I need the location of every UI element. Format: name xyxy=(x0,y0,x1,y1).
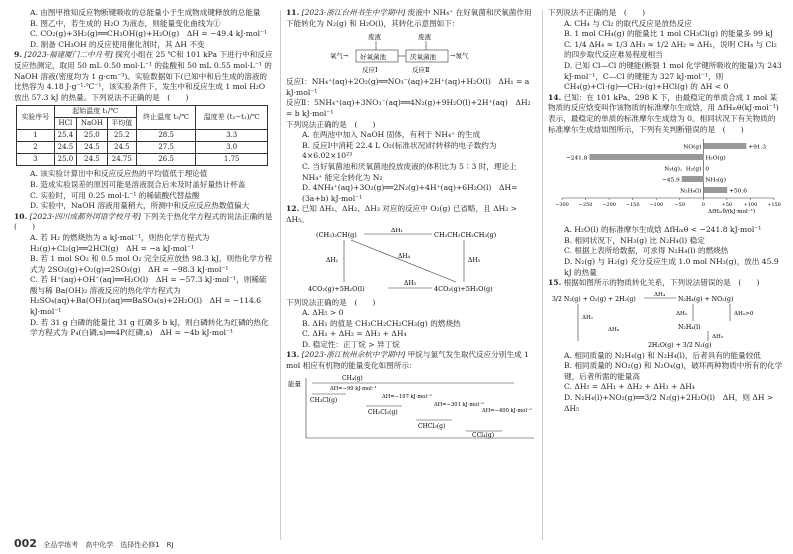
diagram-label: ΔH=−301 kJ·mol⁻¹ xyxy=(434,401,484,408)
diagram-label: ΔH₁ xyxy=(582,314,594,321)
question-13 xyxy=(286,350,536,371)
question-10 xyxy=(14,211,280,233)
diagram-label: 3/2 N₂(g) + O₂(g) + 2H₂(g) xyxy=(552,295,636,303)
table-cell: 1 xyxy=(17,130,55,142)
question-number: 12. xyxy=(286,204,300,214)
x-axis-title: ΔfHₘθ/(kJ·mol⁻¹) xyxy=(708,209,756,216)
diagram-label: ΔH₃ xyxy=(712,333,724,340)
question-ask: 下列说法正确的是 ( ) xyxy=(286,297,376,307)
data-label: −45.9 xyxy=(661,177,680,184)
data-label: +91.3 xyxy=(748,144,767,151)
table-cell: 3.0 xyxy=(196,142,268,154)
diagram-label: CH₃CH₂CH₂CH₃(g) xyxy=(434,230,497,239)
question-number: 14. xyxy=(548,92,562,102)
diagram-label: ΔH=−400 kJ·mol⁻¹ xyxy=(482,407,532,414)
table-cell: 24.5 xyxy=(77,154,108,166)
question-14 xyxy=(548,93,783,135)
option-b: B. ΔH₁ 的值是 CH₃CH₂CH₂CH₃(g) 的燃烧热 xyxy=(302,318,461,328)
bar xyxy=(703,187,727,193)
option-c: C. 实验时，可用 0.25 mol·L⁻¹ 的稀硫酸代替盐酸 xyxy=(30,190,200,200)
data-label: 0 xyxy=(705,166,710,173)
bar xyxy=(703,143,746,149)
data-label: +50.6 xyxy=(729,188,747,195)
bar xyxy=(682,176,704,182)
category-label: N₂(g)、H₂(g) xyxy=(664,166,702,173)
diagram-label: ΔH₅ xyxy=(404,279,416,287)
diagram-label: CH₄(g) xyxy=(342,374,363,382)
x-tick-label: −150 xyxy=(625,202,640,209)
table-row xyxy=(17,142,268,154)
diagram-label: 4CO₂(g)+5H₂O(g) xyxy=(434,284,493,293)
option-a: A. 该实验计算出中和反应反应热的平均值低于理论值 xyxy=(30,169,208,179)
enthalpy-bar-chart xyxy=(548,137,783,223)
axis-label: 能量 xyxy=(288,379,301,388)
table-header: NaOH xyxy=(77,118,108,130)
x-tick-label: −200 xyxy=(602,202,616,209)
page-footer xyxy=(14,539,174,551)
question-ask: 下列说法不正确的是 ( ) xyxy=(548,8,646,17)
question-stem: 探究小组在 25 ℃和 101 kPa 下进行中和反应反应热测定，取用 50 mL 0.50 mol·L⁻¹ 的盐酸和 50 mL 0.55 mol·L⁻¹ 的 NaOH 溶液(密度均为 1 g·cm⁻³)。实验数据如下(已知中和后生成的溶液的比热容为 4.18 J·g⁻¹·℃⁻¹，该实验条件下，发生中和反应生成 1 mol H₂O 放出 57.3 kJ 的热量。下列说法不正确的是 ( ) xyxy=(14,50,273,102)
question-stem: 已知：在 101 kPa、298 K 下，由最稳定的单质合成 1 mol 某物质的反应焓变叫作该物质的标准摩尔生成焓，用 ΔfHₘθ(kJ·mol⁻¹)表示，最稳定的单质的标准摩尔生成焓为 0。相同状况下有关物质的标准摩尔生成焓如图所示，下列有关判断错误的是 ( ) xyxy=(548,92,779,134)
table-cell: 25.0 xyxy=(77,130,108,142)
question-source: [2023·福建厦门二中月考] xyxy=(24,50,113,60)
x-tick-label: +150 xyxy=(767,202,781,209)
arrow xyxy=(351,240,456,282)
diagram-label: 厌氧菌池 xyxy=(410,53,436,62)
option-text: C. CO₂(g)+3H₂(g)══CH₃OH(g)+H₂O(g) ΔH = −49.4 kJ·mol⁻¹ xyxy=(30,29,268,39)
diagram-label: CHCl₃(g) xyxy=(418,422,446,430)
option-a: A. 在两池中加入 NaOH 固体，有利于 NH₄⁺ 的生成 xyxy=(302,130,481,140)
option-d: D. 已知 Cl—Cl 的键能(断裂 1 mol 化学键所吸收的能量)为 243 kJ·mol⁻¹，C—Cl 的键能为 327 kJ·mol⁻¹，则 CH₄(g)+Cl·(g)──CH₃·(g)+HCl(g) 的 ΔH < 0 xyxy=(564,60,782,92)
question-stem: 根据如图所示的物质转化关系，下列说法错误的是 ( ) xyxy=(563,278,760,288)
question-15 xyxy=(548,278,783,289)
table-cell: 24.5 xyxy=(77,142,108,154)
question-stem: 下列关于热化学方程式的说法正确的是 ( ) xyxy=(14,211,280,232)
x-tick-label: −250 xyxy=(578,202,593,209)
diagram-label: 2H₂O(g) + 3/2 N₂(g) xyxy=(648,341,712,349)
question-12 xyxy=(286,204,536,225)
x-tick-label: −300 xyxy=(555,202,569,209)
option-d: D. 若 31 g 白磷的能量比 31 g 红磷多 b kJ，则白磷转化为红磷的热化学方程式为 P₄(白磷,s)══4P(红磷,s) ΔH = −4b kJ·mol⁻¹ xyxy=(30,317,269,338)
option-d: D. 实验中，NaOH 溶液用量稍大，所测中和反应反应热数值偏大 xyxy=(30,201,250,211)
option-b: B. 相同质量的 NO₂(g) 和 N₂O₄(g)，破坏两种物质中所有的化学键，后者所需的能量高 xyxy=(564,361,783,381)
diagram-label: 4CO₂(g)+5H₂O(l) xyxy=(308,284,365,293)
x-tick-label: 0 xyxy=(701,202,705,209)
option-a: A. ΔH₅ > 0 xyxy=(302,308,344,318)
diagram-label: 废液 xyxy=(368,33,381,42)
table-cell: 3 xyxy=(17,154,55,166)
bacteria-pool-diagram xyxy=(286,31,536,75)
diagram-label: 氧气→ xyxy=(330,52,349,61)
option-b: B. 反应Ⅰ中消耗 22.4 L O₂(标准状况)时转移的电子数约为 4×6.02×10²³ xyxy=(302,140,497,161)
question-9 xyxy=(14,50,274,103)
diagram-label: →氮气 xyxy=(450,52,469,61)
column-right xyxy=(548,8,783,414)
diagram-label: (CH₃)₂CH(g) xyxy=(316,230,357,239)
option-b: B. 造成实验误差的原因可能是溶液混合后未及时盖好量热计杯盖 xyxy=(30,179,246,189)
table-header: HCl xyxy=(54,118,77,130)
diagram-label: ΔH=−99 kJ·mol⁻¹ xyxy=(330,385,377,392)
table-cell: 24.5 xyxy=(54,142,77,154)
table-cell: 26.5 xyxy=(136,154,196,166)
diagram-label: ΔH₆ xyxy=(608,326,620,333)
option-c: C. 1/4 ΔH₄ ≈ 1/3 ΔH₃ ≈ 1/2 ΔH₂ ≈ ΔH₁，说明 CH₄ 与 Cl₂ 的四步取代反应难易程度相当 xyxy=(564,39,777,60)
option-c: C. ΔH₁ + ΔH₂ = ΔH₃ + ΔH₄ xyxy=(302,329,407,339)
x-tick-label: +50 xyxy=(721,202,733,209)
column-divider xyxy=(542,10,543,540)
diagram-label: ΔH₂ xyxy=(326,256,338,264)
diagram-label: ΔH₁ xyxy=(391,227,403,234)
option-d: D. 稳定性：正丁烷 > 异丁烷 xyxy=(302,339,400,349)
question-stem: 甲烷与氯气发生取代反应分别生成 1 mol 相应有机物的能量变化如图所示： xyxy=(286,350,529,371)
table-cell: 2 xyxy=(17,142,55,154)
question-ask: 下列说法正确的是 ( ) xyxy=(286,119,376,129)
table-cell: 24.5 xyxy=(107,142,136,154)
diagram-label: ΔH₄ xyxy=(654,291,666,298)
question-11 xyxy=(286,8,536,29)
option-d: D. 4NH₄⁺(aq)+3O₂(g)══2N₂(g)+4H⁺(aq)+6H₂O(l) ΔH=(3a+b) kJ·mol⁻¹ xyxy=(302,183,518,203)
reaction-text: 反应Ⅱ：5NH₄⁺(aq)+3NO₃⁻(aq)══4N₂(g)+9H₂O(l)+2H⁺(aq) ΔH₂ = b kJ·mol⁻¹ xyxy=(286,98,531,118)
option-c: C. 当好氧菌池和厌氧菌池投放废液的体积比为 5∶3 时，理论上 NH₄⁺ 能完全转化为 N₂ xyxy=(302,161,517,182)
butane-cycle-diagram xyxy=(286,228,536,296)
table-cell: 27.5 xyxy=(136,142,196,154)
question-stem: 废液中 NH₄⁺ 在好氧菌和厌氧菌作用下能转化为 N₂(g) 和 H₂O(l)，其转化示意图如下： xyxy=(286,8,532,28)
diagram-label: ΔH₂ xyxy=(676,310,688,317)
column-middle xyxy=(286,8,536,442)
diagram-label: ΔH₃ xyxy=(468,256,480,264)
table-header: 平均值 xyxy=(107,118,136,130)
question-source: [2023·四川成都外国语学校月考] xyxy=(29,211,141,221)
diagram-label: N₂H₄(g) + NO₂(g) xyxy=(678,295,734,303)
table-cell: 25.0 xyxy=(54,154,77,166)
hydrazine-cycle-diagram xyxy=(548,291,783,349)
page-number: 002 xyxy=(14,537,37,551)
option-c: C. ΔH₅ = ΔH₁ + ΔH₂ + ΔH₃ + ΔH₄ xyxy=(564,382,695,392)
x-tick-label: −100 xyxy=(649,202,664,209)
option-a: A. CH₄ 与 Cl₂ 的取代反应是放热反应 xyxy=(564,18,692,28)
table-row xyxy=(17,130,268,142)
column-left xyxy=(14,8,280,339)
question-number: 15. xyxy=(548,278,562,288)
category-label: H₂O(g) xyxy=(705,155,726,162)
category-label: N₂H₄(l) xyxy=(680,188,702,195)
table-header: 实验序号 xyxy=(17,106,55,130)
table-cell: 1.75 xyxy=(196,154,268,166)
table-header: 终止温度 t₂/℃ xyxy=(136,106,196,130)
question-number: 11. xyxy=(286,8,300,17)
table-cell: 3.3 xyxy=(196,130,268,142)
option-a: A. 相同质量的 N₂H₄(g) 和 N₂H₄(l)，后者具有的能量较低 xyxy=(564,350,761,360)
experiment-table xyxy=(16,105,268,166)
option-a: A. H₂O(l) 的标准摩尔生成焓 ΔfHₘθ < −241.8 kJ·mol⁻¹ xyxy=(564,225,762,235)
table-header: 温度差 (t₂−t₁)/℃ xyxy=(196,106,268,130)
diagram-label: CCl₄(g) xyxy=(472,431,495,439)
option-text: B. 图乙中，若生成的 H₂O 为液态，则能量变化曲线为① xyxy=(30,18,221,28)
x-tick-label: −50 xyxy=(674,202,686,209)
diagram-label: ΔH₄ xyxy=(398,252,410,260)
option-b: B. 相同状况下，NH₃(g) 比 N₂H₄(l) 稳定 xyxy=(564,235,705,245)
option-d: D. N₂(g) 与 H₂(g) 充分反应生成 1.0 mol NH₃(g)，放出 45.9 kJ 的热量 xyxy=(564,256,779,277)
option-a: A. 若 H₂ 的燃烧热为 a kJ·mol⁻¹，则热化学方程式为 H₂(g)+Cl₂(g)══2HCl(g) ΔH = −a kJ·mol⁻¹ xyxy=(30,232,210,253)
question-stem: 已知 ΔH₁、ΔH₂、ΔH₃ 对应的反应中 O₂(g) 已省略，且 ΔH₂ > ΔH₅。 xyxy=(286,204,518,224)
table-cell: 25.4 xyxy=(54,130,77,142)
x-tick-label: +100 xyxy=(743,202,758,209)
question-number: 10. xyxy=(14,211,28,221)
diagram-label: 反应Ⅰ xyxy=(362,66,378,75)
diagram-label: 废液 xyxy=(418,33,431,42)
diagram-label: CH₂Cl₂(g) xyxy=(368,408,398,416)
table-cell: 28.5 xyxy=(136,130,196,142)
table-row xyxy=(17,154,268,166)
diagram-label: ΔH₅>0 xyxy=(734,310,754,317)
diagram-label: 好氧菌池 xyxy=(360,53,386,62)
question-number: 9. xyxy=(14,50,22,60)
option-b: B. 若 1 mol SO₂ 和 0.5 mol O₂ 完全反应放热 98.3 kJ，则热化学方程式为 2SO₂(g)+O₂(g)⇌2SO₃(g) ΔH = −98.3 kJ·mol⁻¹ xyxy=(30,254,273,274)
option-c: C. 若 H⁺(aq)+OH⁻(aq)══H₂O(l) ΔH = −57.3 kJ·mol⁻¹，则稀硫酸与稀 Ba(OH)₂ 溶液反应的热化学方程式为 H₂SO₄(aq)+Ba(OH)₂(aq)══BaSO₄(s)+2H₂O(l) ΔH = −114.6 kJ·mol⁻¹ xyxy=(30,275,267,317)
footer-text: 全品学练考 高中化学 选择性必修1 RJ xyxy=(43,541,174,550)
table-cell: 24.75 xyxy=(107,154,136,166)
option-text: A. 由图甲推知反应物断键吸收的总能量小于生成物成键释放的总能量 xyxy=(30,8,261,17)
diagram-label: 反应Ⅱ xyxy=(412,66,430,75)
category-label: NH₃(g) xyxy=(705,177,727,184)
question-source: [2023·浙江台州书生中学期中] xyxy=(301,8,406,17)
table-header: 起始温度 t₁/℃ xyxy=(54,106,136,118)
table-cell: 25.2 xyxy=(107,130,136,142)
data-label: −241.8 xyxy=(565,155,588,162)
diagram-label: ΔH=−197 kJ·mol⁻¹ xyxy=(382,393,432,400)
option-d: D. N₂H₄(l)+NO₂(g)══3/2 N₂(g)+2H₂O(l) ΔH，则 ΔH > ΔH₅ xyxy=(564,393,774,413)
category-label: NO(g) xyxy=(683,144,702,151)
question-number: 13. xyxy=(286,350,300,360)
option-b: B. 1 mol CH₄(g) 的能量比 1 mol CH₃Cl(g) 的能量多 99 kJ xyxy=(564,29,774,39)
bar xyxy=(589,154,703,160)
question-source: [2023·浙江杭州余杭中学期中] xyxy=(301,350,406,360)
option-text: D. 制备 CH₃OH 的反应使用催化剂时，其 ΔH 不变 xyxy=(30,39,205,49)
diagram-label: CH₃Cl(g) xyxy=(310,396,338,404)
diagram-label: N₂H₄(l) xyxy=(678,323,701,331)
reaction-text: 反应Ⅰ：NH₄⁺(aq)+2O₂(g)══NO₃⁻(aq)+2H⁺(aq)+H₂O(l) ΔH₁ = a kJ·mol⁻¹ xyxy=(286,77,530,97)
option-c: C. 根据上表所给数据，可求得 N₂H₄(l) 的燃烧热 xyxy=(564,246,729,256)
column-divider xyxy=(280,10,281,540)
methane-chlorination-energy-diagram xyxy=(286,374,536,440)
